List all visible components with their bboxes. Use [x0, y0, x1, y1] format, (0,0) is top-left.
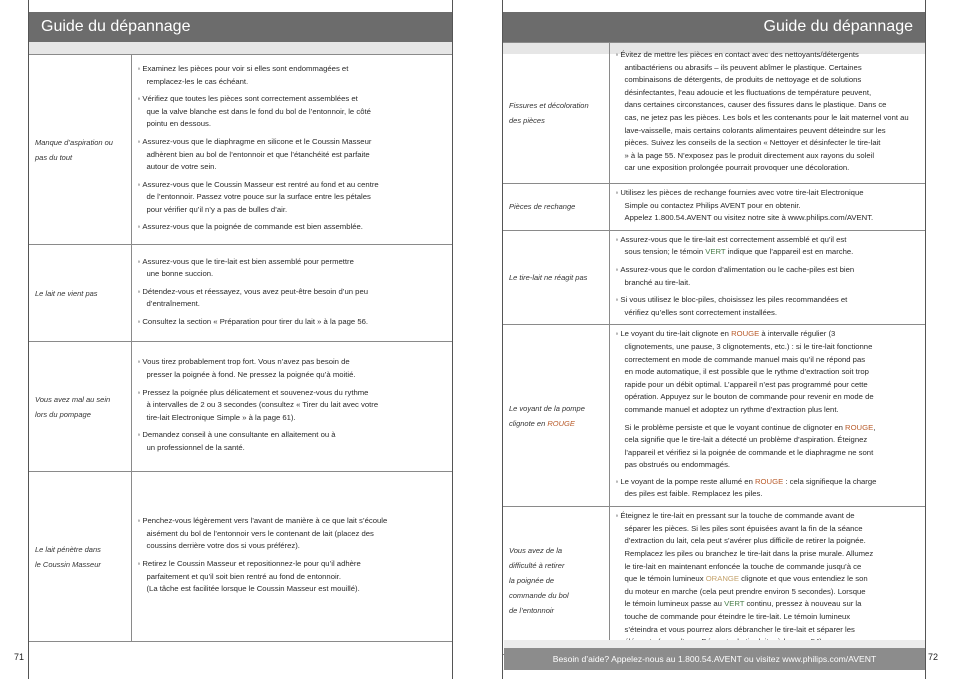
- table-row: [503, 325, 925, 507]
- solution-bullet: ◦ Le voyant de la pompe reste allumé en ROUGE : cela signifieque la charge des piles est faible. Remplacez les piles.: [616, 476, 918, 501]
- solution-bullet: ◦ Si vous utilisez le bloc-piles, choisissez les piles recommandées et vérifiez qu’elles sont correctement installées.: [616, 294, 918, 319]
- solution-cell: [131, 472, 452, 642]
- right-margin-line: [925, 0, 926, 679]
- solution-bullet: ◦ Consultez la section « Préparation pour tirer du lait » à la page 56.: [138, 316, 445, 329]
- solution-bullet: ◦ Demandez conseil à une consultante en allaitement ou à un professionnel de la santé.: [138, 429, 445, 454]
- right-header-bar: [503, 12, 925, 42]
- solution-bullet: ◦ Vous tirez probablement trop fort. Vous n’avez pas besoin de presser la poignée à fond. Ne pressez la poignée qu’à moitié.: [138, 356, 445, 381]
- left-page-title: Guide du dépannage: [41, 18, 191, 35]
- footer-strip: [504, 640, 925, 648]
- right-page-number: 72: [928, 652, 939, 662]
- solution-bullet: ◦ Penchez-vous légèrement vers l’avant de manière à ce que lait s’écoule aisément du bol de l’entonnoir vers le contenant de lait (placez des coussins derrière votre dos si vous préférez).: [138, 515, 445, 553]
- solution-note: Si le problème persiste et que le voyant continue de clignoter en ROUGE, cela signifie que le tire-lait a détecté un problème d’aspiration. Éteignez l’appareil et vérifiez si la poignée de commande et le diaphragme ne sont pas obstrués ou endommagés.: [624, 422, 876, 470]
- table-row: [29, 55, 452, 245]
- footer-help-text: Besoin d’aide? Appelez-nous au 1.800.54.AVENT ou visitez www.philips.com/AVENT: [552, 654, 877, 664]
- solution-bullet: ◦ Vérifiez que toutes les pièces sont correctement assemblées et que la valve blanche est dans le fond du bol de l’entonnoir, le côté pointu en dessous.: [138, 93, 445, 131]
- table-row: [29, 472, 452, 642]
- colored-status-word: ROUGE: [755, 476, 784, 486]
- left-page-number: 71: [14, 652, 25, 662]
- right-troubleshooting-table: [503, 42, 925, 655]
- problem-label: Le lait ne vient pas: [29, 245, 131, 342]
- solution-bullet: ◦ Détendez-vous et réessayez, vous avez peut-être besoin d’un peu d’entraînement.: [138, 286, 445, 311]
- problem-label: Le voyant de la pompe clignote en ROUGE: [503, 325, 609, 507]
- colored-status-word: VERT: [705, 247, 726, 257]
- solution-bullet: ◦ Assurez-vous que le Coussin Masseur est rentré au fond et au centre de l’entonnoir. Passez votre pouce sur la surface entre les pétales pour vérifier qu’il n’y a pas de bulles d’air.: [138, 179, 445, 217]
- solution-bullet: ◦ Assurez-vous que le cordon d’alimentation ou le cache-piles est bien branché au tire-lait.: [616, 264, 918, 289]
- colored-status-word: VERT: [724, 599, 745, 609]
- left-table-body: [29, 55, 452, 642]
- solution-bullet: ◦ Assurez-vous que le tire-lait est correctement assemblé et qu’il est sous tension; le témoin VERT indique que l’appareil est en marche.: [616, 234, 918, 259]
- solution-cell: [131, 55, 452, 245]
- solution-bullet: ◦ Éteignez le tire-lait en pressant sur la touche de commande avant de séparer les pièces. Si les piles sont épuisées avant la fin de la séance d’extraction du lait, cela peut s’avérer plus difficile de retirer la poignée. Remplacez les piles ou branchez le tire-lait dans la prise murale. Allumez le tire-lait en maintenant enfoncée la touche de commande jusqu’à ce que le témoin lumineux ORANGE clignote et que vous entendiez le son du moteur en marche (cela peut prendre environ 5 secondes). Lorsque le témoin lumineux passe au VERT continu, pressez à nouveau sur la touche de commande pour éteindre le tire-lait. Le témoin lumineux s’éteindra et vous pourrez alors débrancher le tire-lait et séparer les: [616, 510, 918, 649]
- right-table-body: [503, 43, 925, 655]
- solution-bullet: ◦ Évitez de mettre les pièces en contact avec des nettoyants/détergents antibactériens ou abrasifs – ils peuvent abîmer le plastique. Certaines combinaisons de détergents, de produits de nettoyage et de solutions désinfectantes, l’eau adoucie et les fluctuations de température peuvent, dans certaines circonstances, causer des fissures dans le plastique. Dans ce cas, ne jetez pas les pièces. Les bols et les contenants pour le lait maternel vont au lave-vaisselle, mais certains colorants alimentaires peuvent déteindre sur les pièces. Suivez les conseils de la section « Nettoyer et désinfecter le tire-lait » à la page 55. N’exposez pas le produit directement aux rayons du soleil car une exposition prolongée pourrait provoquer une décoloration.: [616, 49, 918, 175]
- solution-bullet: ◦ Retirez le Coussin Masseur et repositionnez-le pour qu’il adhère parfaitement et qu’il soit bien rentré au fond de entonnoir. (La tâche est facilitée lorsque le Coussin Masseur est mouillé).: [138, 558, 445, 596]
- colored-status-word: ROUGE: [731, 329, 760, 339]
- problem-label: Vous avez de la difficulté à retirer la poignée de commande du bol de l’entonnoir: [503, 507, 609, 655]
- table-row: [503, 43, 925, 184]
- table-row: [503, 507, 925, 655]
- table-row: [29, 245, 452, 342]
- solution-bullet: ◦ Assurez-vous que le diaphragme en silicone et le Coussin Masseur adhèrent bien au bol de l’entonnoir et que l’étanchéité est parfaite autour de votre sein.: [138, 136, 445, 174]
- colored-status-word: ROUGE: [547, 418, 575, 428]
- table-row: [29, 342, 452, 472]
- problem-label: Manque d’aspiration ou pas du tout: [29, 55, 131, 245]
- right-page: [477, 0, 954, 679]
- problem-label: Vous avez mal au sein lors du pompage: [29, 342, 131, 472]
- colored-status-word: ROUGE: [845, 422, 874, 432]
- left-header-bar: [29, 12, 452, 42]
- solution-bullet: ◦ Assurez-vous que la poignée de commande est bien assemblée.: [138, 221, 445, 234]
- left-troubleshooting-table: [29, 54, 452, 642]
- solution-bullet: ◦ Le voyant du tire-lait clignote en ROUGE à intervalle régulier (3 clignotements, une pause, 3 clignotements, etc.) : si le tire-lait fonctionne correctement en mode de commande manuel mais qu’il ne répond pas en mode automatique, il est possible que le rythme d’extraction soit trop rapide pour un débit optimal. L’appareil n’est pas programmé pour cette opération. Appuyez sur le bouton de commande pour revenir en mode de commande manuel et adoptez un rythme d’extraction plus lent.: [616, 328, 918, 416]
- solution-cell: [131, 342, 452, 472]
- colored-status-word: ORANGE: [705, 574, 740, 584]
- solution-bullet: ◦ Utilisez les pièces de rechange fournies avec votre tire-lait Electronique Simple ou contactez Philips AVENT pour en obtenir. Appelez 1.800.54.AVENT ou visitez notre site à www.philips.com/AVENT.: [616, 187, 918, 225]
- solution-bullet: ◦ Pressez la poignée plus délicatement et souvenez-vous du rythme à intervalles de 2 ou 3 secondes (consultez « Tirer du lait avec votre tire-lait Electronique Simple » à la page 61).: [138, 387, 445, 425]
- problem-label: Fissures et décoloration des pièces: [503, 43, 609, 184]
- solution-cell: [609, 230, 925, 325]
- solution-cell: [609, 325, 925, 507]
- solution-cell: [609, 43, 925, 184]
- solution-cell: [131, 245, 452, 342]
- left-header-strip: [29, 42, 452, 54]
- right-page-title: Guide du dépannage: [763, 18, 913, 35]
- left-inner-line: [452, 0, 453, 679]
- table-row: [503, 184, 925, 231]
- solution-cell: [609, 507, 925, 655]
- footer-help-bar: [504, 648, 925, 670]
- solution-cell: [609, 184, 925, 231]
- problem-label: Le tire-lait ne réagit pas: [503, 230, 609, 325]
- table-row: [503, 230, 925, 325]
- solution-bullet: ◦ Assurez-vous que le tire-lait est bien assemblé pour permettre une bonne succion.: [138, 256, 445, 281]
- solution-bullet: ◦ Examinez les pièces pour voir si elles sont endommagées et remplacez-les le cas échéant.: [138, 63, 445, 88]
- problem-label: Le lait pénètre dans le Coussin Masseur: [29, 472, 131, 642]
- problem-label: Pièces de rechange: [503, 184, 609, 231]
